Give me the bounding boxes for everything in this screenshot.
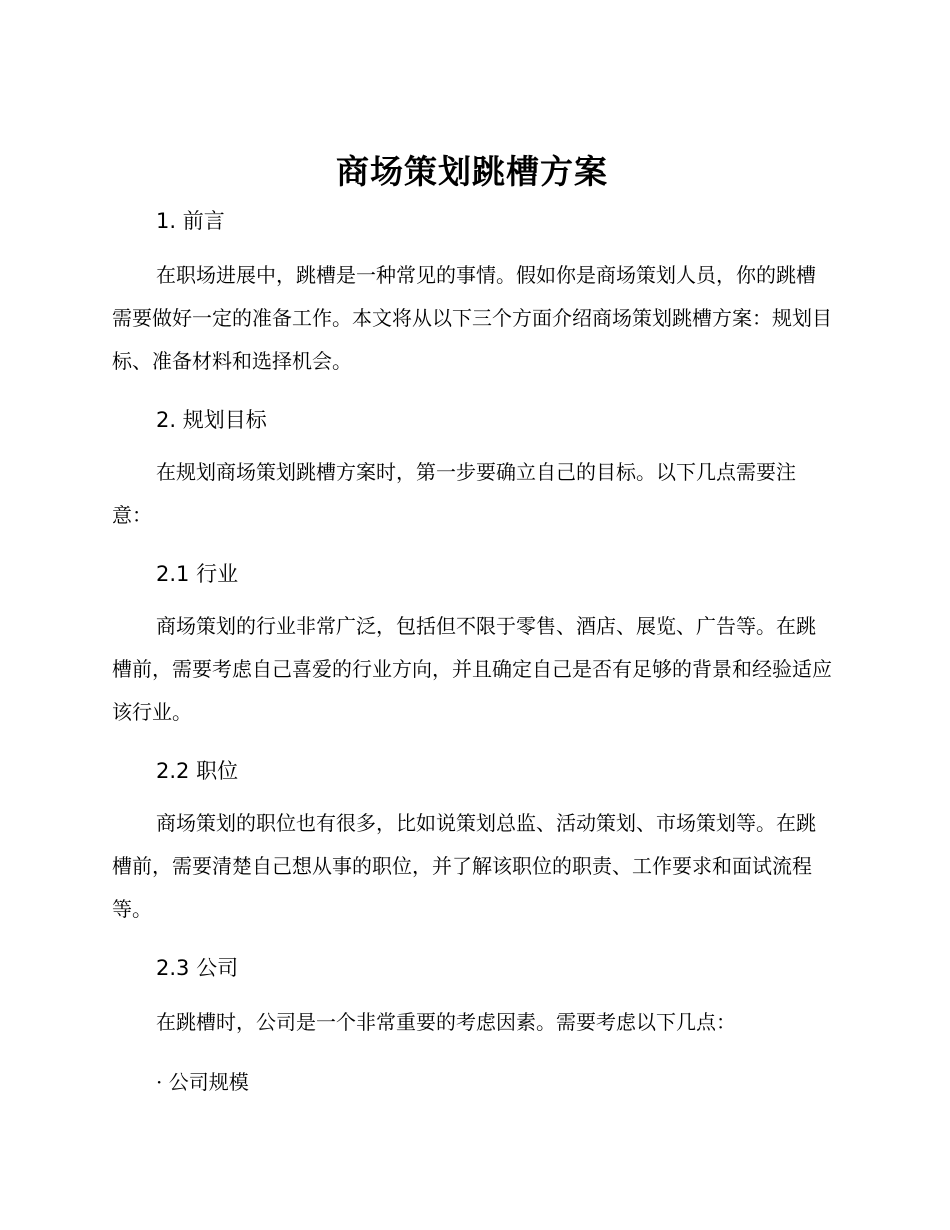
bullet-item-company-size: · 公司规模 [156, 1070, 249, 1094]
document-page [112, 150, 832, 1104]
document-title: 商场策划跳槽方案 [336, 152, 608, 191]
section-paragraph-company: 在跳槽时，公司是一个非常重要的考虑因素。需要考虑以下几点： [156, 1010, 736, 1034]
section-heading-preface: 1. 前言 [156, 209, 225, 233]
section-paragraph-industry: 商场策划的行业非常广泛，包括但不限于零售、酒店、展览、广告等。在跳槽前，需要考虑自己喜爱的行业方向，并且确定自己是否有足够的背景和经验适应该行业。 [112, 614, 832, 724]
section-heading-planning-goals: 2. 规划目标 [156, 408, 267, 432]
section-paragraph-preface: 在职场进展中，跳槽是一种常见的事情。假如你是商场策划人员，你的跳槽需要做好一定的准备工作。本文将从以下三个方面介绍商场策划跳槽方案：规划目标、准备材料和选择机会。 [112, 263, 832, 373]
section-heading-industry: 2.1 行业 [156, 562, 239, 586]
section-heading-position: 2.2 职位 [156, 759, 239, 783]
section-paragraph-planning-goals: 在规划商场策划跳槽方案时，第一步要确立自己的目标。以下几点需要注意： [112, 460, 796, 527]
section-paragraph-position: 商场策划的职位也有很多，比如说策划总监、活动策划、市场策划等。在跳槽前，需要清楚自己想从事的职位，并了解该职位的职责、工作要求和面试流程等。 [112, 811, 816, 921]
section-heading-company: 2.3 公司 [156, 956, 239, 980]
